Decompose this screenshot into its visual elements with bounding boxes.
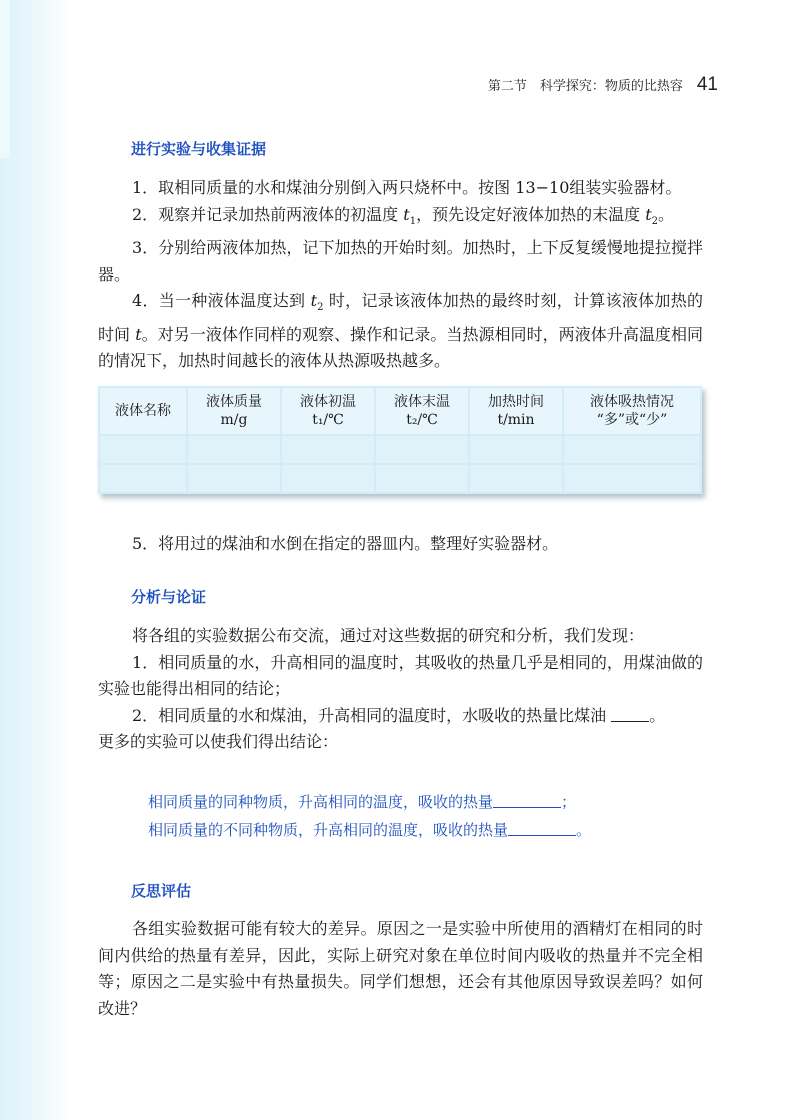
table-cell [188,436,280,463]
table-cell [100,465,186,492]
analysis-intro: 将各组的实验数据公布交流，通过对这些数据的研究和分析，我们发现： [132,626,645,645]
table-cell [100,436,186,463]
table-cell [282,436,374,463]
table-header-cell: 液体吸热情况 “多”或“少” [564,388,700,434]
answer-blank[interactable] [493,793,561,808]
table-cell [564,465,700,492]
section-title-experiment: 进行实验与收集证据 [131,140,267,158]
table-header-cell: 液体初温 t₁/℃ [282,388,374,434]
table-cell [376,436,468,463]
table-header-cell: 加热时间 t/min [470,388,562,434]
table-cell [376,465,468,492]
table-header-cell: 液体质量 m/g [188,388,280,434]
page-number: 41 [696,74,718,95]
step-3: 3．分别给两液体加热，记下加热的开始时刻。加热时，上下反复缓慢地提拉搅拌器。 [98,238,703,284]
data-table [98,386,702,494]
conclusion-box [148,788,708,844]
page-edge-strip [0,0,70,1120]
table-header-cell: 液体名称 [100,388,186,434]
answer-blank[interactable] [508,821,576,836]
table-header-cell: 液体末温 t₂/℃ [376,388,468,434]
section-title-reflection: 反思评估 [131,882,192,900]
table-cell [470,465,562,492]
reflection-text: 各组实验数据可能有较大的差异。原因之一是实验中所使用的酒精灯在相同的时间内供给的热量有差异，因此，实际上研究对象在单位时间内吸收的热量并不完全相等；原因之二是实验中有热量损失。同学们想想，还会有其他原因导致误差吗？如何改进？ [98,919,703,1018]
analysis-item-2: 2．相同质量的水和煤油，升高相同的温度时，水吸收的热量比煤油 。 [132,705,666,725]
running-header [488,74,718,96]
experiment-steps [98,175,703,375]
page-edge-notch [0,0,10,158]
step-2: 2．观察并记录加热前两液体的初温度 $t_1$，预先设定好液体加热的末温度 $t_2$。 [132,204,675,227]
step-5: 5．将用过的煤油和水倒在指定的器皿内。整理好实验器材。 [132,534,559,553]
answer-blank[interactable] [611,707,649,722]
analysis-more: 更多的实验可以使我们得出结论： [98,732,339,751]
step-1: 1．取相同质量的水和煤油分别倒入两只烧杯中。按图 13−10组装实验器材。 [132,178,682,197]
table-cell [564,436,700,463]
table-cell [470,436,562,463]
analysis-item-1: 1．相同质量的水，升高相同的温度时，其吸收的热量几乎是相同的，用煤油做的实验也能得出相同的结论； [98,652,703,698]
header-section-title: 第二节 科学探究：物质的比热容 [487,79,683,94]
step-4: 4．当一种液体温度达到 $t_2$ 时，记录该液体加热的最终时刻，计算该液体加热的时间 t。对另一液体作同样的观察、操作和记录。当热源相同时，两液体升高温度相同的情况下，加热时间越长的液体从热源吸热越多。 [98,291,703,371]
section-title-analysis: 分析与论证 [131,588,207,606]
conclusion-1: 相同质量的同种物质，升高相同的温度，吸收的热量 ； [148,793,577,811]
table-cell [188,465,280,492]
table-cell [282,465,374,492]
conclusion-2: 相同质量的不同种物质，升高相同的温度，吸收的热量 。 [148,821,592,839]
analysis-text [98,623,703,756]
